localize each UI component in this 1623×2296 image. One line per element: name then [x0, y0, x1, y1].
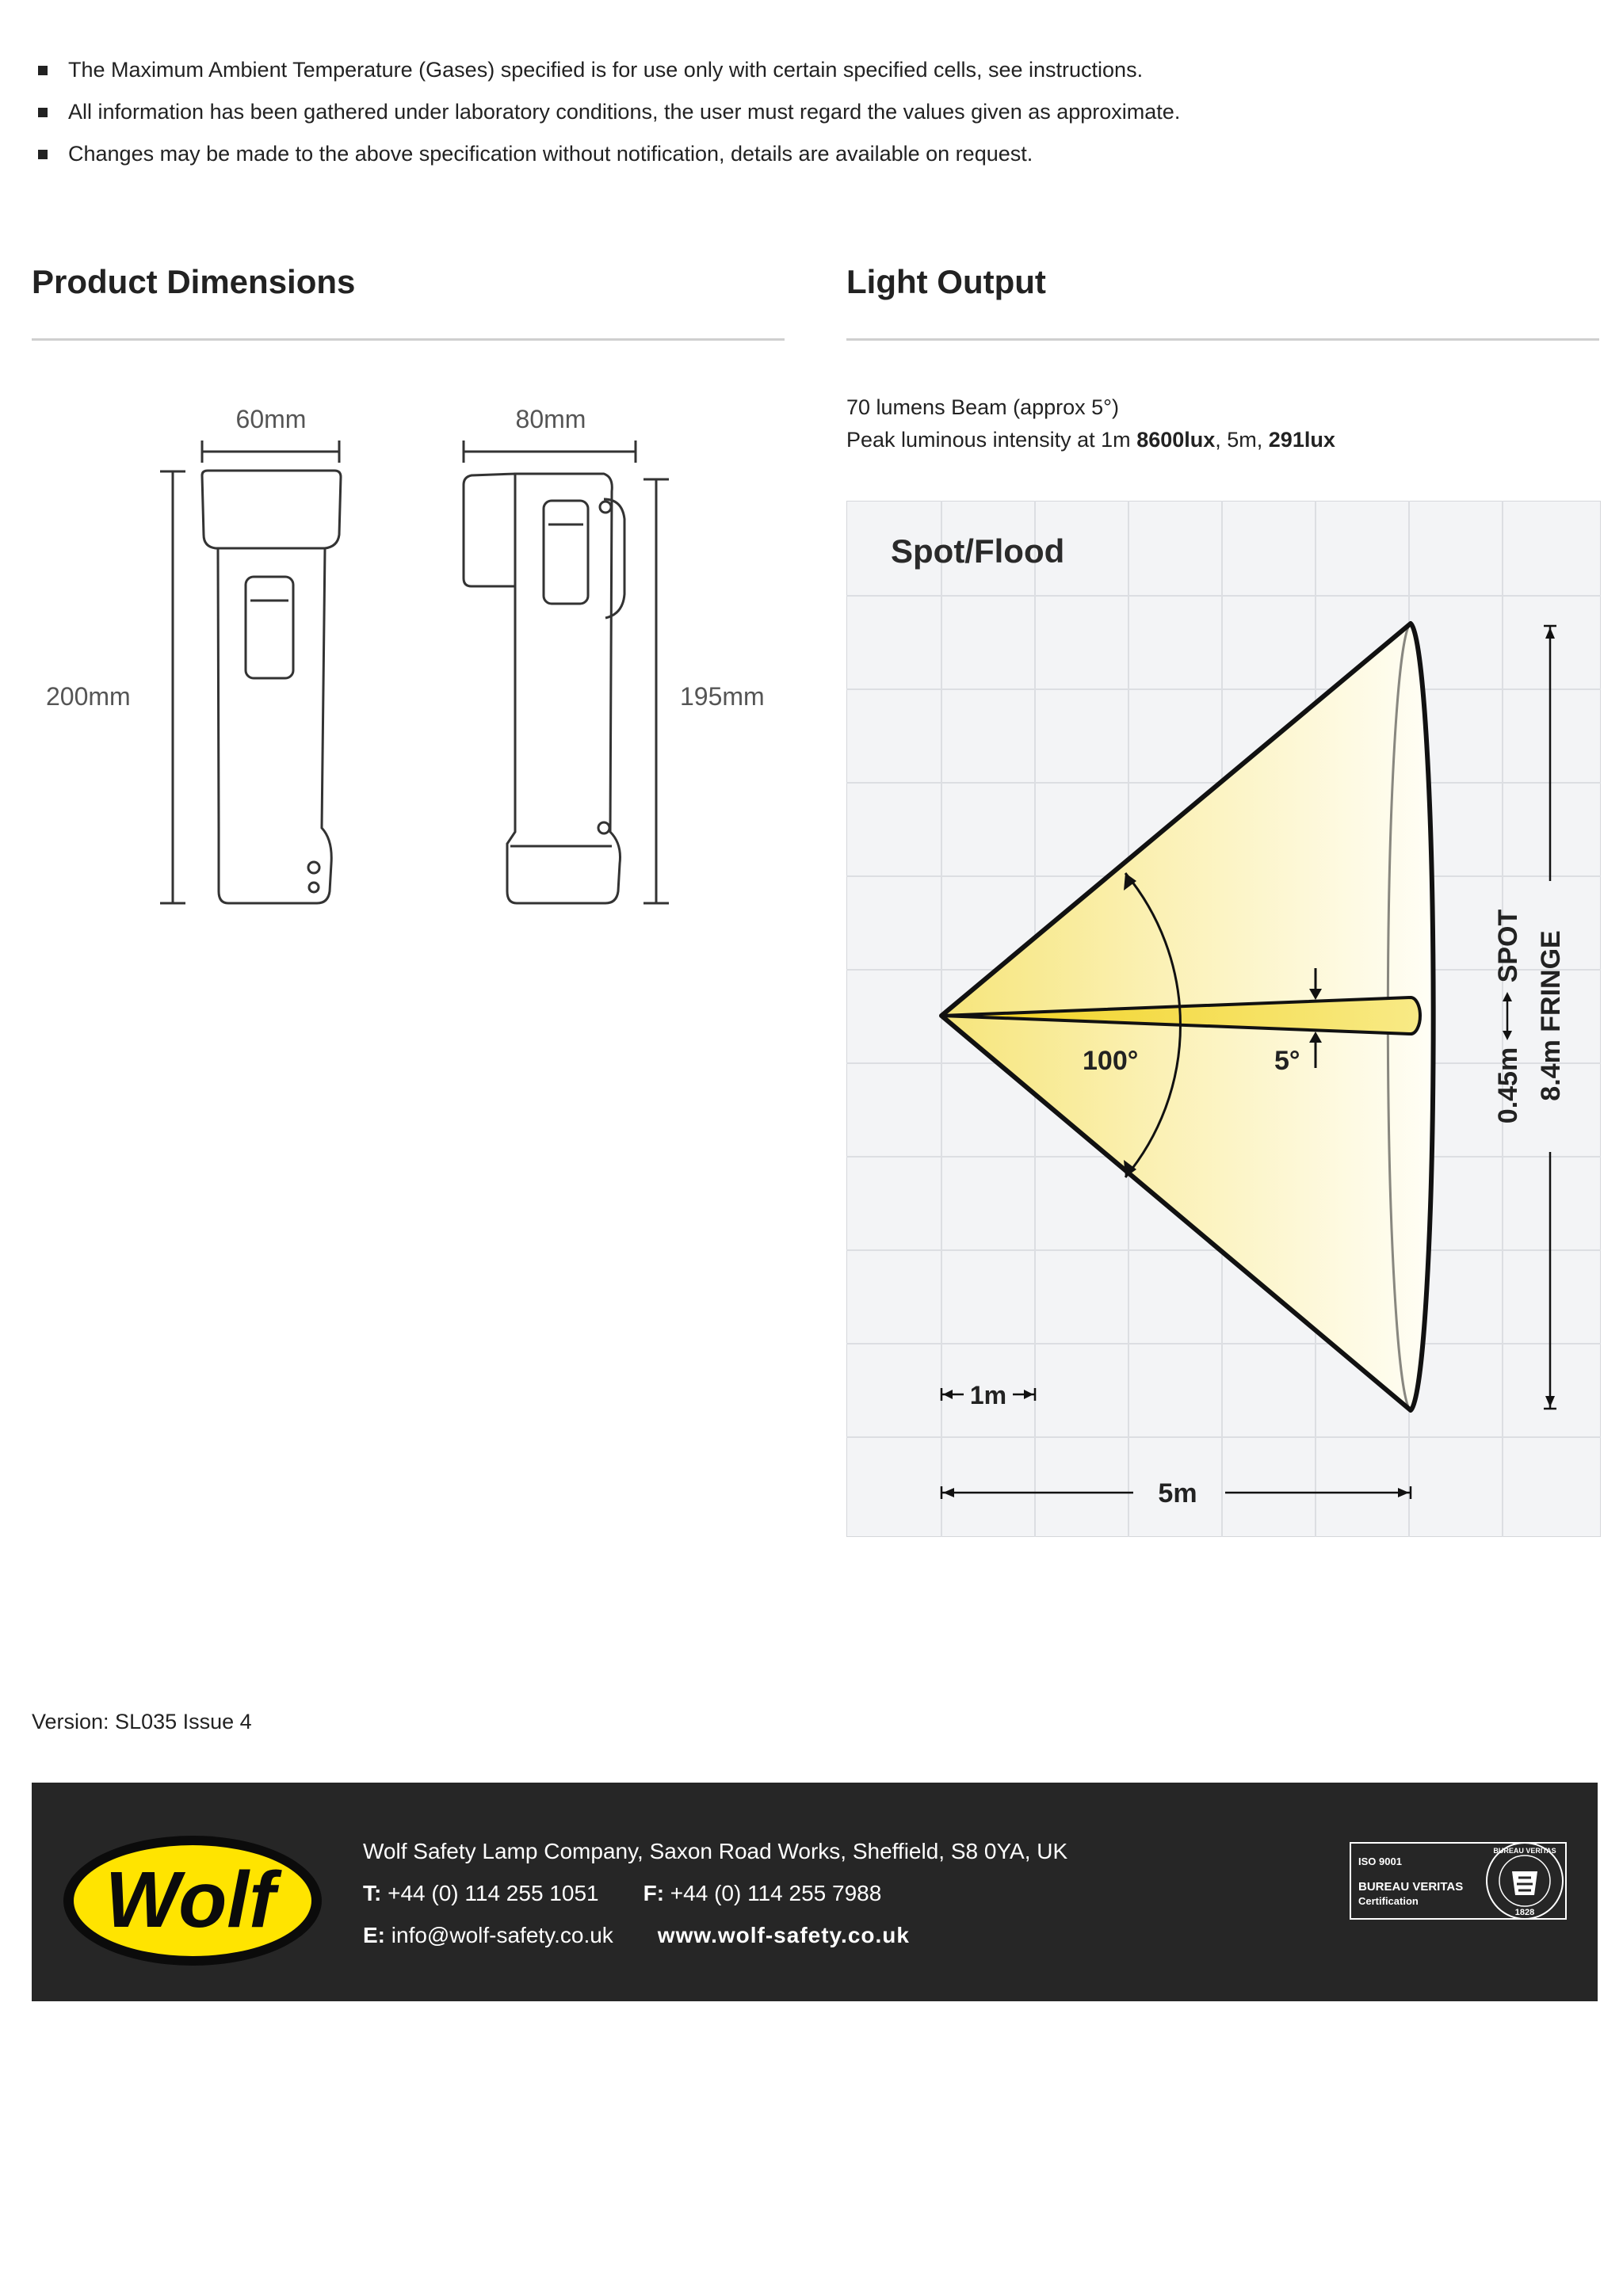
- note-item: [32, 49, 1601, 91]
- section-divider: [32, 338, 785, 341]
- section-divider: [846, 338, 1599, 341]
- cert-sub: Certification: [1358, 1895, 1419, 1907]
- diagram-title: Spot/Flood: [891, 532, 1065, 570]
- note-text: Changes may be made to the above specification without notification, details are available on request.: [68, 142, 1033, 166]
- lux-5m-value: 291lux: [1268, 428, 1335, 452]
- version-label: Version: SL035 Issue 4: [32, 1710, 252, 1733]
- beam-diagram: [846, 501, 1601, 1537]
- bullet-icon: [38, 108, 48, 117]
- light-output-text: [846, 391, 1335, 456]
- email-link[interactable]: info@wolf-safety.co.uk: [385, 1923, 613, 1947]
- fax-label: F:: [643, 1881, 665, 1905]
- intensity-prefix: Peak luminous intensity at 1m: [846, 428, 1137, 452]
- cert-ring-top: BUREAU VERITAS: [1493, 1847, 1556, 1855]
- phone-line: [363, 1872, 1067, 1914]
- scale-5m-label: 5m: [1158, 1478, 1197, 1508]
- email-line: [363, 1914, 1067, 1956]
- side-height-label: 195mm: [680, 682, 765, 711]
- cert-iso: ISO 9001: [1358, 1855, 1402, 1867]
- scale-1m-label: 1m: [969, 1381, 1007, 1409]
- bullet-icon: [38, 66, 48, 75]
- flood-angle-label: 100°: [1083, 1046, 1139, 1076]
- email-label: E:: [363, 1923, 385, 1947]
- notes-list: [32, 49, 1601, 175]
- intensity-line: [846, 424, 1335, 456]
- spot-text: SPOT: [1493, 909, 1523, 983]
- cert-year: 1828: [1514, 1908, 1535, 1917]
- tel-number: +44 (0) 114 255 1051: [381, 1881, 599, 1905]
- cert-name: BUREAU VERITAS: [1358, 1880, 1464, 1894]
- note-text: All information has been gathered under laboratory conditions, the user must regard the values given as approximate.: [68, 100, 1181, 124]
- side-width-label: 80mm: [515, 405, 586, 433]
- torch-front-view: [202, 471, 341, 903]
- lux-1m-value: 8600lux: [1136, 428, 1216, 452]
- spot-angle-label: 5°: [1274, 1046, 1300, 1076]
- note-item: [32, 133, 1601, 175]
- front-height-label: 200mm: [46, 682, 131, 711]
- website-link[interactable]: www.wolf-safety.co.uk: [657, 1923, 910, 1947]
- torch-side-view: [464, 474, 624, 903]
- footer: [32, 1783, 1598, 2001]
- front-width-label: 60mm: [235, 405, 307, 433]
- tel-label: T:: [363, 1881, 382, 1905]
- fax-number: +44 (0) 114 255 7988: [664, 1881, 882, 1905]
- note-text: The Maximum Ambient Temperature (Gases) specified is for use only with certain specified cells, see instructions.: [68, 58, 1144, 82]
- bureau-veritas-seal-icon: [1487, 1843, 1563, 1919]
- intensity-mid: , 5m,: [1215, 428, 1269, 452]
- note-item: [32, 91, 1601, 133]
- bullet-icon: [38, 150, 48, 159]
- contact-block: [363, 1830, 1067, 1956]
- wolf-logo: [62, 1833, 323, 1968]
- company-address: Wolf Safety Lamp Company, Saxon Road Works, Sheffield, S8 0YA, UK: [363, 1839, 1068, 1863]
- light-output-title: Light Output: [846, 263, 1046, 300]
- torch-dimension-drawing: [32, 388, 808, 911]
- spot-diameter-value: 0.45m: [1493, 1047, 1523, 1124]
- product-dimensions-title: Product Dimensions: [32, 263, 356, 300]
- fringe-label: 8.4m FRINGE: [1536, 930, 1566, 1101]
- logo-text: Wolf: [105, 1855, 276, 1944]
- lumens-line: 70 lumens Beam (approx 5°): [846, 395, 1119, 419]
- bureau-veritas-certification-badge: [1349, 1841, 1568, 1920]
